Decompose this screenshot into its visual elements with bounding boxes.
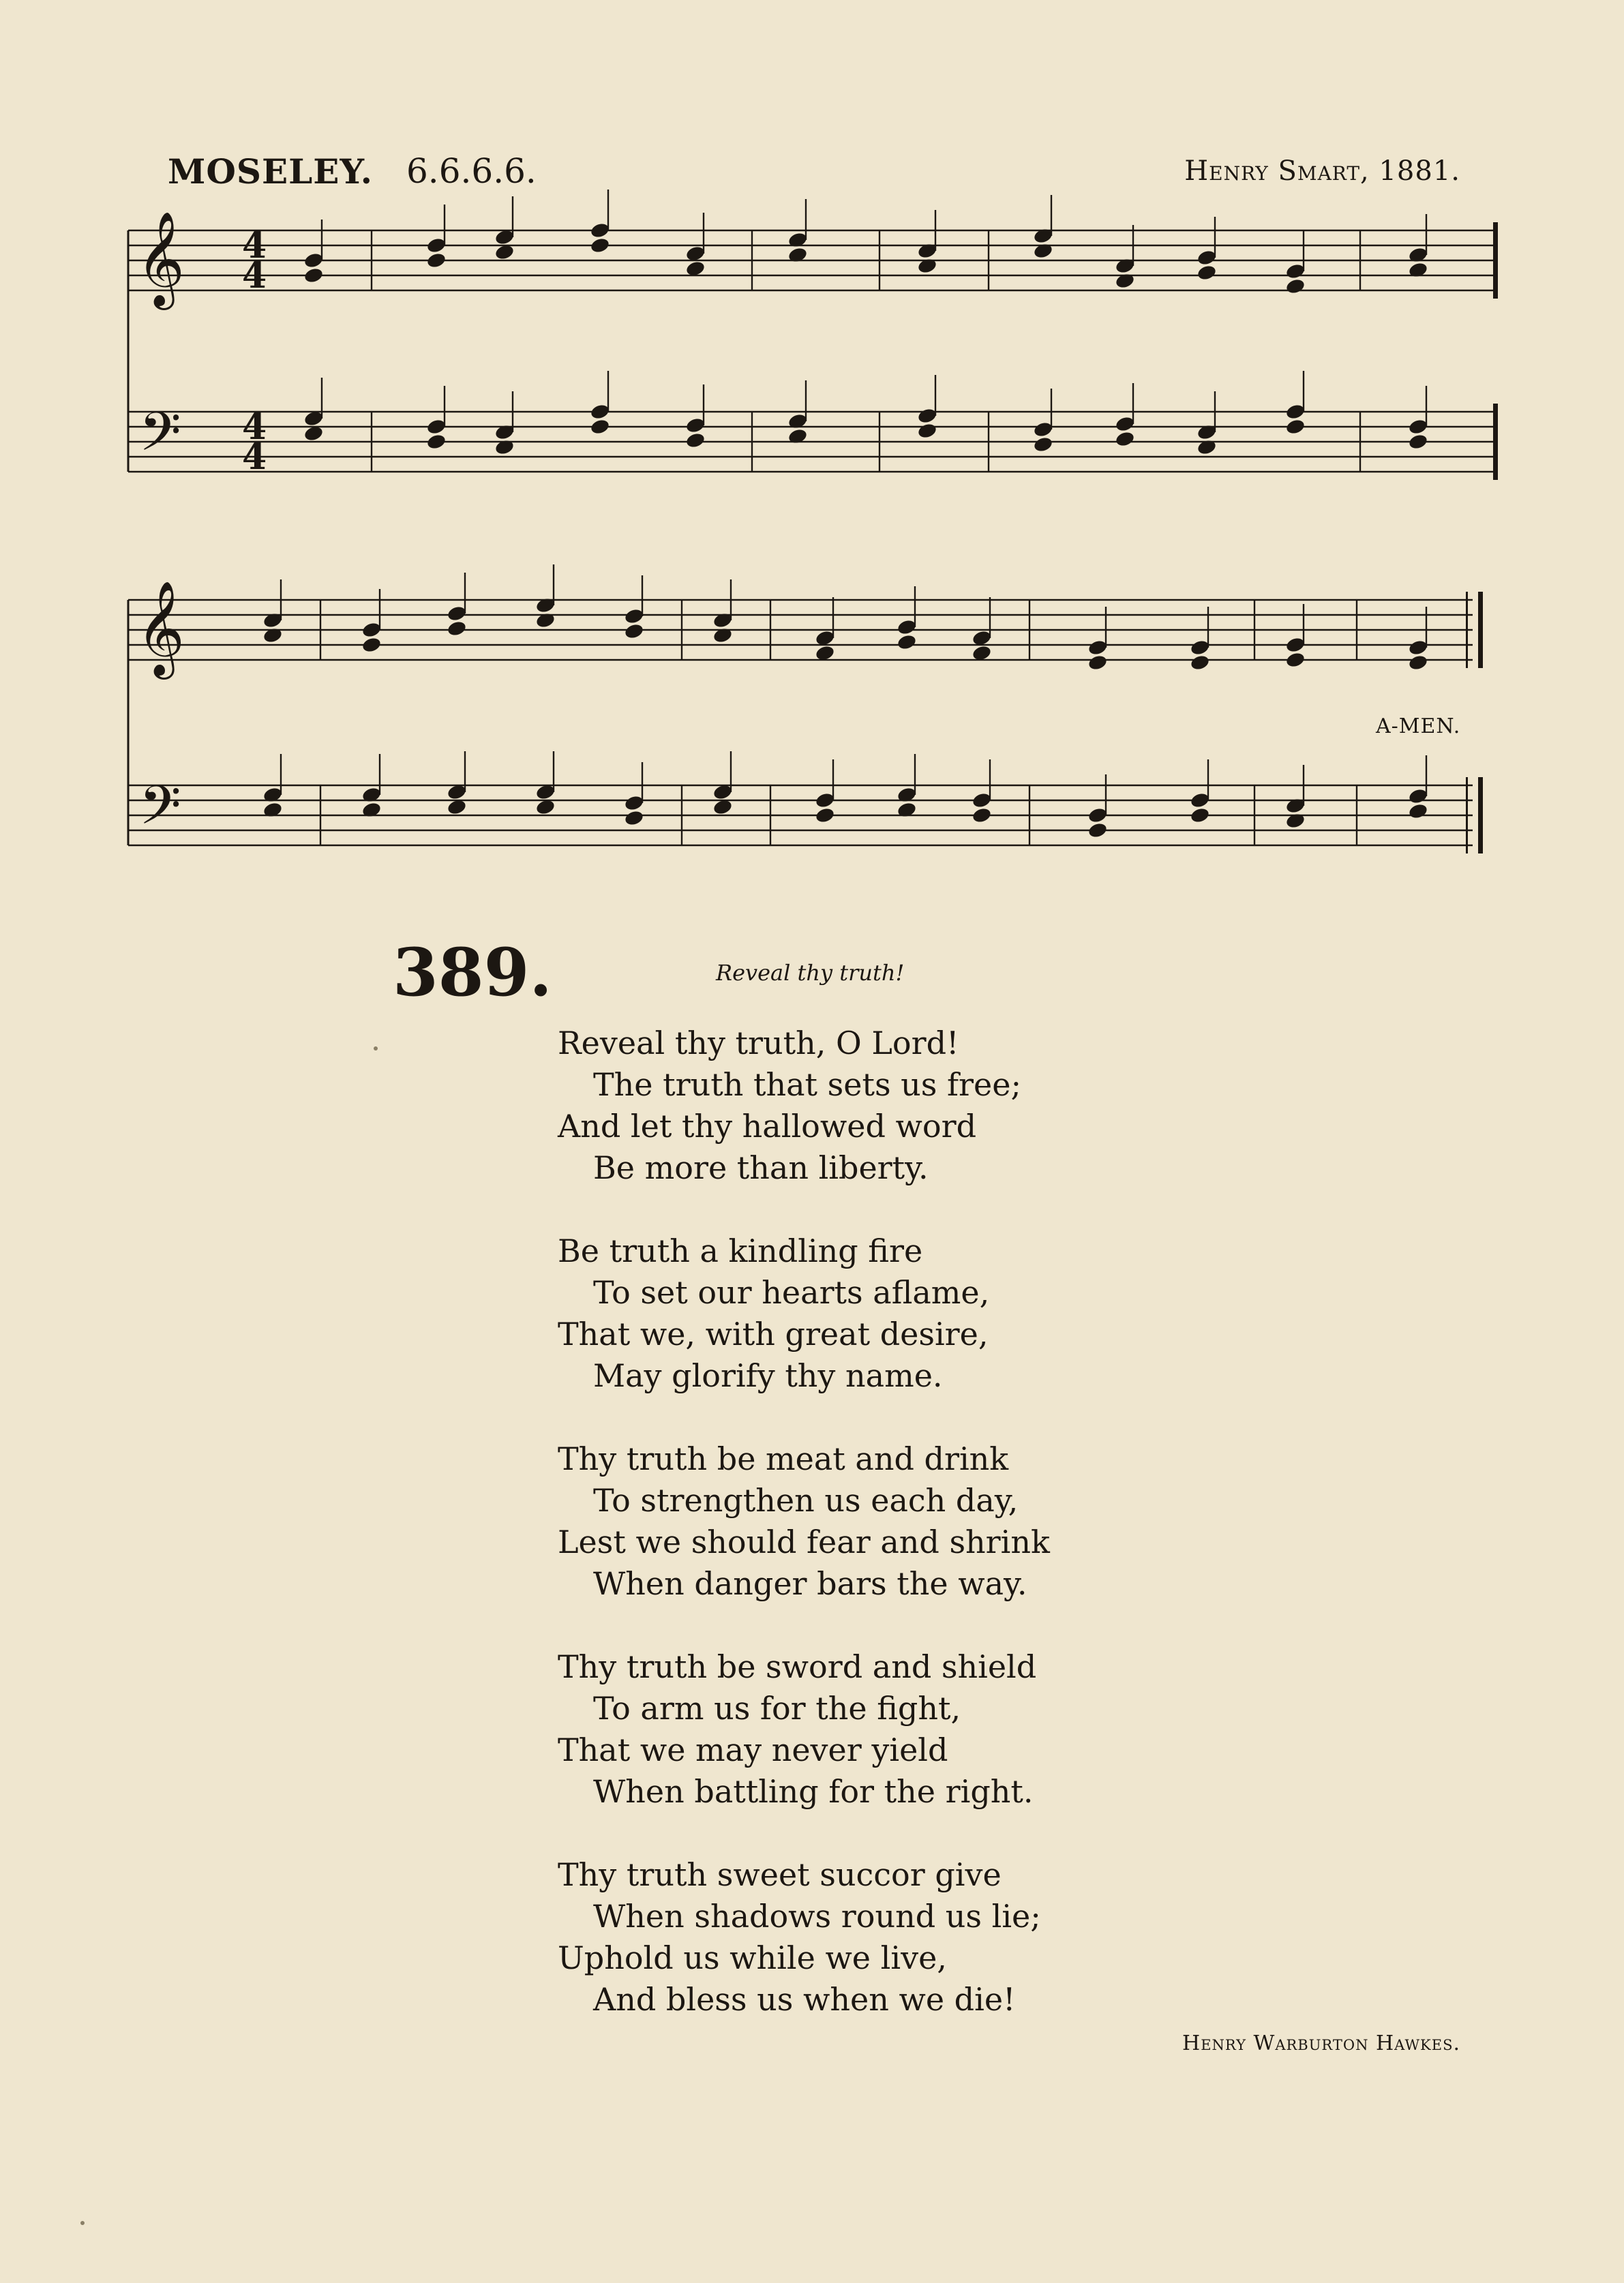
notehead <box>1115 415 1136 433</box>
final-barline <box>1493 222 1498 299</box>
verse-line: Lest we should fear and shrink <box>558 1524 1050 1560</box>
verse-line: Thy truth be sword and shield <box>558 1648 1037 1685</box>
notehead <box>917 407 938 425</box>
notehead <box>897 633 918 651</box>
notehead <box>624 607 645 625</box>
tune-name: MOSELEY. <box>168 151 374 192</box>
notehead <box>1408 433 1429 451</box>
verse <box>558 1438 1117 1605</box>
verse-line: And let thy hallowed word <box>558 1108 977 1145</box>
notehead <box>1190 639 1211 656</box>
notehead <box>1408 802 1429 820</box>
notehead <box>1033 436 1054 453</box>
notehead <box>917 422 938 440</box>
notehead <box>303 267 325 284</box>
time-signature: 4 <box>242 255 267 297</box>
notehead <box>1087 654 1109 671</box>
composer: Henry Smart, 1881. <box>1184 155 1460 187</box>
notehead <box>447 620 468 637</box>
notehead <box>426 418 447 436</box>
notehead <box>1197 249 1218 267</box>
hymn-number: 389. <box>393 934 552 1011</box>
notehead <box>1033 421 1054 438</box>
notehead <box>1087 639 1109 656</box>
verse-line: May glorify thy name. <box>593 1357 943 1394</box>
verses <box>558 1023 1117 2062</box>
notehead <box>1087 806 1109 824</box>
notehead <box>1285 636 1306 654</box>
notehead <box>972 791 993 809</box>
notehead <box>1197 264 1218 282</box>
notehead <box>590 237 611 254</box>
notehead <box>590 222 611 239</box>
notehead <box>426 237 447 254</box>
notehead <box>1190 791 1211 809</box>
verse-line: To set our hearts aflame, <box>593 1274 990 1311</box>
notehead <box>897 618 918 636</box>
final-barline <box>1466 592 1468 668</box>
verse-line: When battling for the right. <box>593 1773 1034 1810</box>
notehead <box>815 791 836 809</box>
notehead <box>590 403 611 421</box>
notehead <box>1408 654 1429 671</box>
verse-line: To arm us for the fight, <box>593 1690 961 1727</box>
notehead <box>1087 821 1109 839</box>
notehead <box>815 806 836 824</box>
notehead <box>361 621 382 639</box>
notehead <box>426 252 447 269</box>
notehead <box>1408 418 1429 436</box>
notehead <box>624 794 645 812</box>
notehead <box>1285 262 1306 280</box>
hymn-subtitle: Reveal thy truth! <box>716 960 905 986</box>
time-signature: 4 <box>242 406 267 448</box>
hymn-author: Henry Warburton Hawkes. <box>1182 2031 1460 2055</box>
treble-clef-icon: 𝄞 <box>136 211 185 306</box>
verse <box>558 1023 1117 1189</box>
music-score <box>0 0 1624 886</box>
final-barline <box>1478 777 1483 853</box>
amen-label: A-MEN. <box>1376 714 1461 738</box>
notehead <box>1408 639 1429 656</box>
verse-line: Be truth a kindling fire <box>558 1233 923 1269</box>
notehead <box>624 809 645 827</box>
notehead <box>447 605 468 622</box>
verse <box>558 1854 1117 2021</box>
verse-line: To strengthen us each day, <box>593 1482 1019 1519</box>
notehead <box>1408 787 1429 805</box>
bass-clef-icon: 𝄢 <box>139 400 181 477</box>
paper-speck <box>374 1046 378 1050</box>
verse-line: And bless us when we die! <box>593 1981 1016 2018</box>
notehead <box>361 636 382 654</box>
verse-line: That we may never yield <box>558 1732 948 1768</box>
verse-line: Uphold us while we live, <box>558 1939 947 1976</box>
verse-line: That we, with great desire, <box>558 1316 989 1352</box>
notehead <box>426 433 447 451</box>
notehead <box>1285 277 1306 295</box>
verse <box>558 1646 1117 1813</box>
time-signature: 4 <box>242 225 267 267</box>
verse-line: When shadows round us lie; <box>593 1898 1041 1935</box>
verse-line: Reveal thy truth, O Lord! <box>558 1025 959 1061</box>
time-signature: 4 <box>242 436 267 478</box>
paper-speck <box>80 2221 85 2225</box>
final-barline <box>1466 777 1468 853</box>
verse-line: The truth that sets us free; <box>593 1066 1021 1103</box>
tune-meter: 6.6.6.6. <box>406 151 537 191</box>
notehead <box>1115 430 1136 448</box>
final-barline <box>1493 404 1498 480</box>
verse-line: Thy truth sweet succor give <box>558 1856 1002 1893</box>
bass-clef-icon: 𝄢 <box>139 774 181 850</box>
verse-line: Thy truth be meat and drink <box>558 1440 1009 1477</box>
verse-line: Be more than liberty. <box>593 1149 929 1186</box>
notehead <box>1285 403 1306 421</box>
notehead <box>685 432 706 449</box>
notehead <box>590 418 611 436</box>
verse-line: When danger bars the way. <box>593 1565 1027 1602</box>
verse <box>558 1230 1117 1397</box>
notehead <box>972 806 993 824</box>
final-barline <box>1478 592 1483 668</box>
notehead <box>624 622 645 640</box>
notehead <box>1190 654 1211 671</box>
notehead <box>303 252 325 269</box>
notehead <box>1190 806 1211 824</box>
notehead <box>1285 418 1306 436</box>
notehead <box>685 417 706 434</box>
notehead <box>1285 651 1306 669</box>
treble-clef-icon: 𝄞 <box>136 581 185 676</box>
